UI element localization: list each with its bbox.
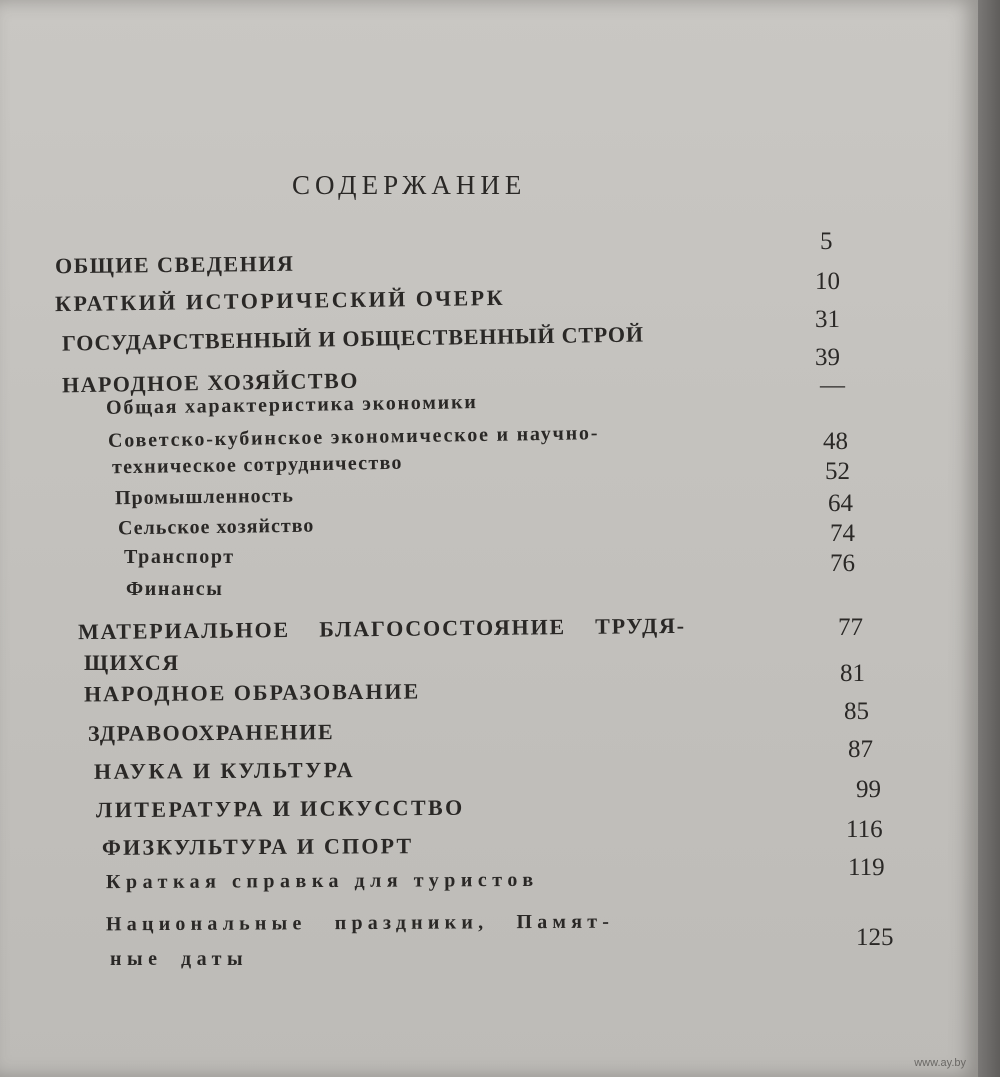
toc-entry-text: НАРОДНОЕ ХОЗЯЙСТВО — [61, 367, 360, 398]
toc-entry-page: 116 — [846, 816, 883, 843]
toc-entry-page: 5 — [820, 228, 833, 255]
toc-entry-text: Финансы — [126, 578, 224, 600]
toc-entry-text: ЗДРАВООХРАНЕНИЕ — [87, 719, 335, 746]
toc-entry-page: 31 — [815, 306, 840, 333]
toc-entry-text: Сельское хозяйство — [117, 514, 315, 540]
toc-entry-page: 81 — [840, 660, 865, 687]
toc-entry-page: 76 — [830, 550, 855, 577]
toc-entry-text: МАТЕРИАЛЬНОЕ БЛАГОСОСТОЯНИЕ ТРУДЯ- — [77, 612, 686, 645]
toc-entry-page: 119 — [848, 854, 885, 881]
toc-entry-page: 52 — [825, 458, 850, 485]
toc-entry-text: НАУКА И КУЛЬТУРА — [93, 757, 356, 784]
toc-entry-page: 10 — [815, 268, 840, 295]
page-title: СОДЕРЖАНИЕ — [292, 170, 527, 200]
toc-entry-text: Транспорт — [124, 546, 235, 568]
toc-entry-page: 48 — [823, 428, 848, 455]
toc-entry-text: Советско-кубинское экономическое и научно- — [107, 422, 600, 452]
toc-entry-page: — — [820, 372, 845, 399]
toc-entry-text: техническое сотрудничество — [111, 451, 403, 479]
toc-entry-text: ЩИХСЯ — [84, 650, 180, 675]
toc-entry-text: НАРОДНОЕ ОБРАЗОВАНИЕ — [83, 678, 421, 707]
toc-entry-text: ные даты — [110, 948, 249, 970]
toc-entry-text: Общая характеристика экономики — [105, 391, 478, 419]
toc-entry-text: ОБЩИЕ СВЕДЕНИЯ — [54, 250, 295, 279]
toc-entry-page: 74 — [830, 520, 855, 547]
watermark: www.ay.by — [914, 1057, 966, 1069]
toc-entry-text: Промышленность — [114, 484, 294, 510]
toc-entry-text: Национальные праздники, Памят- — [105, 910, 615, 936]
toc-entry-page: 87 — [848, 736, 873, 763]
toc-entry-text: Краткая справка для туристов — [105, 868, 539, 894]
toc-entry-page: 85 — [844, 698, 869, 725]
toc-entry-page: 77 — [838, 614, 863, 641]
toc-entry-text: ЛИТЕРАТУРА И ИСКУССТВО — [95, 794, 465, 823]
toc-entry-text: ФИЗКУЛЬТУРА И СПОРТ — [101, 833, 414, 860]
toc-entry-page: 99 — [856, 776, 881, 803]
binding-edge — [978, 0, 1000, 1077]
toc-entry-page: 39 — [815, 344, 840, 371]
toc-entry-text: ГОСУДАРСТВЕННЫЙ И ОБЩЕСТВЕННЫЙ СТРОЙ — [61, 321, 644, 356]
toc-entry-page: 64 — [828, 490, 853, 517]
toc-entry-page: 125 — [856, 924, 894, 951]
toc-entry-text: КРАТКИЙ ИСТОРИЧЕСКИЙ ОЧЕРК — [54, 284, 506, 317]
